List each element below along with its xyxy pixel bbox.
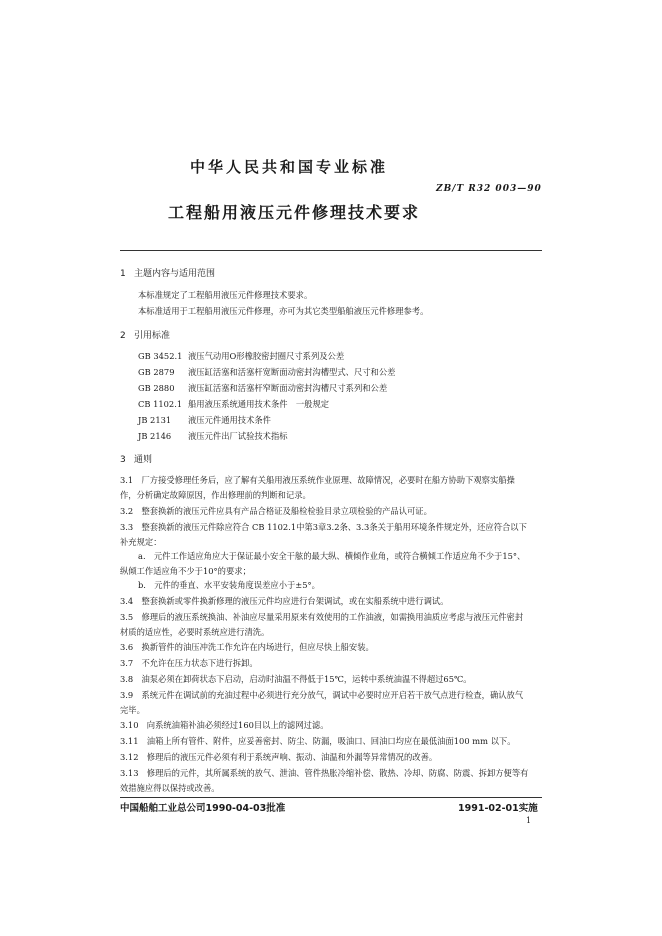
clause-3-3-b: b. 元件的垂直、水平安装角度误差应小于±5°。 xyxy=(138,580,320,590)
standard-code: ZB/T R32 003—90 xyxy=(436,184,542,194)
header-divider xyxy=(120,250,542,251)
section-3-number: 3 xyxy=(120,455,126,465)
reference-code: CB 1102.1 xyxy=(138,399,183,409)
reference-code: GB 2879 xyxy=(138,367,175,377)
clause-3-1: 3.1 厂方接受修理任务后，应了解有关船用液压系统作业原理、故障情况，必要时在船方协助下观察实船操作，分析确定故障原因，作出修理前的判断和记录。 xyxy=(120,475,515,500)
reference-title: 液压缸活塞和活塞杆宽断面动密封沟槽型式、尺寸和公差 xyxy=(188,367,396,377)
clause-3-8: 3.8 油泵必须在卸荷状态下启动，启动时油温不得低于15℃，运转中系统油温不得超过65℃。 xyxy=(120,674,472,684)
clause-3-13: 3.13 修理后的元件，其所属系统的放气、泄油、管件热胀冷缩补偿、散热、冷却、防腐、防震、拆卸方便等有效措施应得以保持或改善。 xyxy=(120,768,529,793)
clause-3-9: 3.9 系统元件在调试前的充油过程中必须进行充分放气，调试中必要时应开启若干放气点进行检查，确认放气完毕。 xyxy=(120,690,524,715)
reference-title: 液压缸活塞和活塞杆窄断面动密封沟槽尺寸系列和公差 xyxy=(188,383,388,393)
reference-code: GB 3452.1 xyxy=(138,351,183,361)
clause-3-4: 3.4 整套换新或零件换新修理的液压元件均应进行台架调试，或在实船系统中进行调试。 xyxy=(120,596,449,606)
reference-item xyxy=(138,398,329,410)
reference-item xyxy=(138,414,271,426)
clause-3-11: 3.11 油箱上所有管件、附件，应妥善密封、防尘、防漏，吸油口、回油口均应在最低油面100 mm 以下。 xyxy=(120,736,516,746)
clause-3-2: 3.2 整套换新的液压元件应具有产品合格证及船检检验目录立项检验的产品认可证。 xyxy=(120,506,432,516)
reference-title: 液压气动用O形橡胶密封圈尺寸系列及公差 xyxy=(188,351,345,361)
footer-divider xyxy=(120,797,542,798)
section-1-para-1: 本标准规定了工程船用液压元件修理技术要求。 xyxy=(138,290,313,300)
section-1-heading xyxy=(120,266,215,279)
reference-code: JB 2131 xyxy=(138,415,172,425)
reference-title: 船用液压系统通用技术条件 一般规定 xyxy=(188,399,330,409)
standard-type-title: 中华人民共和国专业标准 xyxy=(190,158,389,176)
reference-item xyxy=(138,366,395,378)
reference-item xyxy=(138,350,344,362)
clause-3-10: 3.10 向系统油箱补油必须经过160目以上的滤网过滤。 xyxy=(120,720,329,730)
approval-note: 中国船舶工业总公司1990-04-03批准 xyxy=(120,803,286,814)
clause-3-3: 3.3 整套换新的液压元件除应符合 CB 1102.1中第3章3.2条、3.3条关于船用环境条件规定外，还应符合以下补充规定： xyxy=(120,522,527,547)
reference-title: 液压元件通用技术条件 xyxy=(188,415,271,425)
clause-3-12: 3.12 修理后的液压元件必须有利于系统声响、振动、油温和外漏等异常情况的改善。 xyxy=(120,752,438,762)
section-1-para-2: 本标准适用于工程船用液压元件修理，亦可为其它类型船舶液压元件修理参考。 xyxy=(138,306,429,316)
implementation-date: 1991-02-01实施 xyxy=(458,803,538,814)
clause-3-7: 3.7 不允许在压力状态下进行拆卸。 xyxy=(120,658,258,668)
reference-code: JB 2146 xyxy=(138,431,172,441)
reference-code: GB 2880 xyxy=(138,383,175,393)
clause-3-5: 3.5 修理后的液压系统换油、补油应尽量采用原来有效使用的工作油液，如需换用油质应考虑与液压元件密封材质的适应性，必要时系统应进行清洗。 xyxy=(120,612,524,637)
clause-3-6: 3.6 换新管件的油压冲洗工作允许在内场进行，但应尽快上船安装。 xyxy=(120,642,374,652)
reference-title: 液压元件出厂试验技术指标 xyxy=(188,431,288,441)
section-3-title: 通则 xyxy=(134,455,153,465)
section-2-number: 2 xyxy=(120,331,126,341)
section-2-heading xyxy=(120,328,170,341)
section-1-number: 1 xyxy=(120,269,126,279)
clause-3-3-a: a. 元件工作适应角应大于保证最小安全干舷的最大纵、横倾作业角，或符合横倾工作适应角不少于15°、纵倾工作适应角不少于10°的要求； xyxy=(120,551,526,576)
section-2-title: 引用标准 xyxy=(134,331,171,341)
reference-item xyxy=(138,430,288,442)
section-3-heading xyxy=(120,452,152,465)
section-1-title: 主题内容与适用范围 xyxy=(134,269,216,279)
reference-item xyxy=(138,382,387,394)
document-title: 工程船用液压元件修理技术要求 xyxy=(168,203,421,222)
page-number: 1 xyxy=(526,816,532,825)
